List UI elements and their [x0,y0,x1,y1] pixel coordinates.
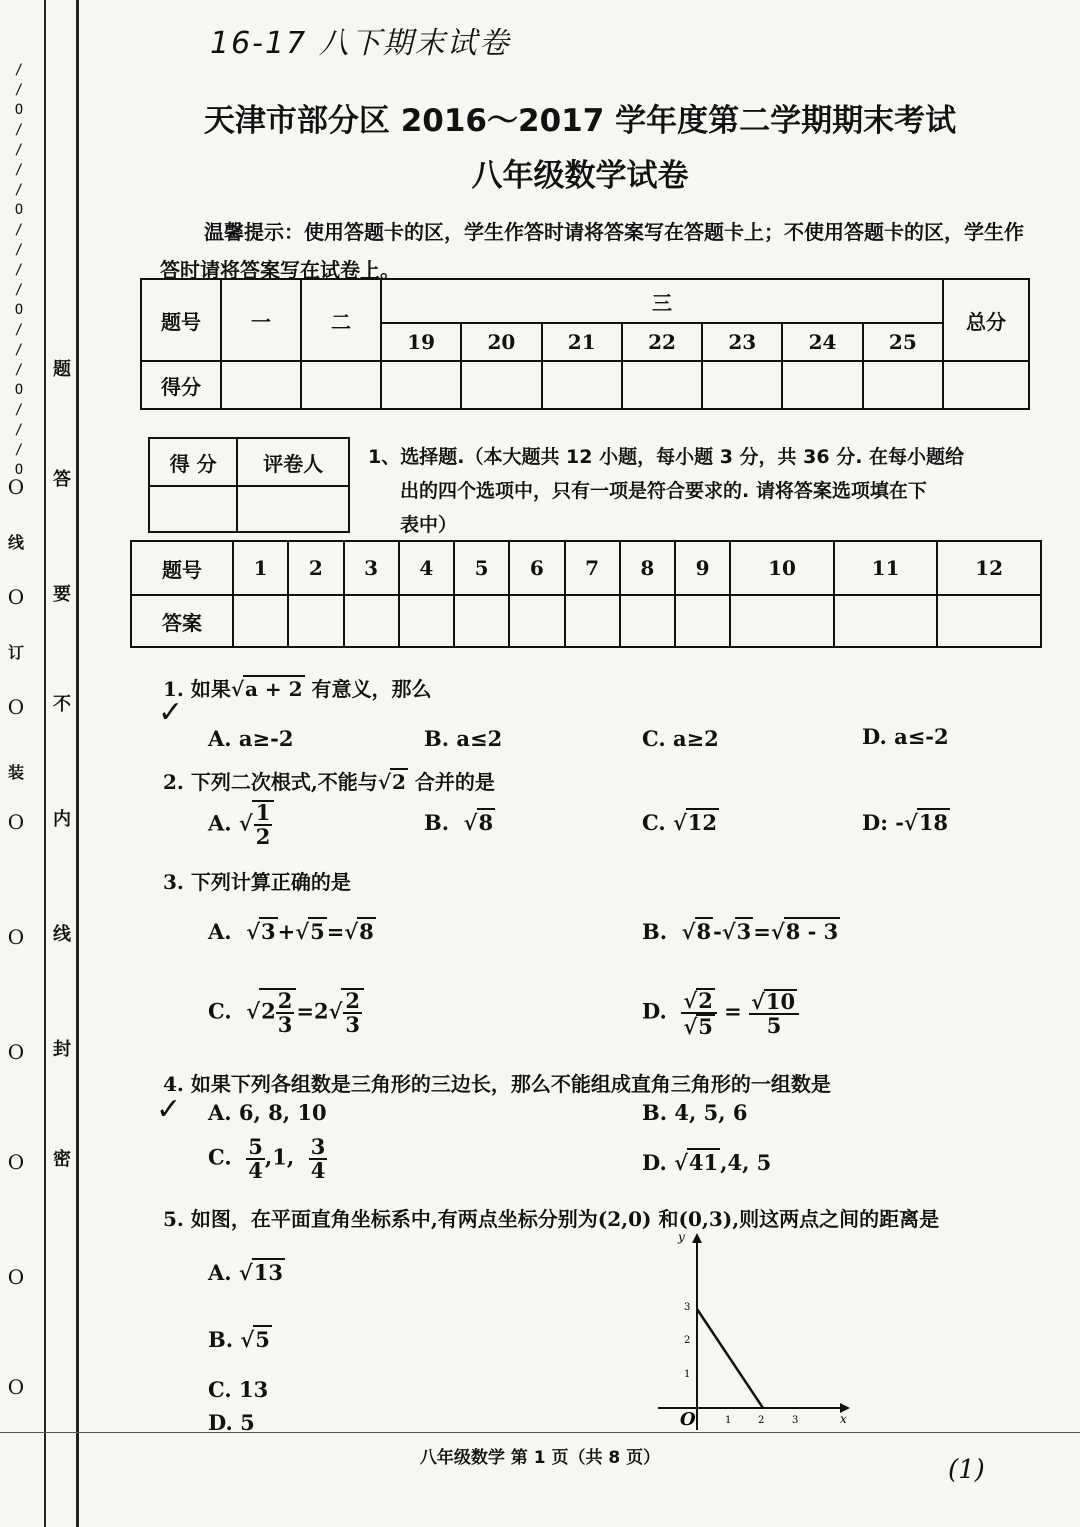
q3-option-d: D. $\frac{√2}{√5}$ = $\frac{√10}{5}$ [642,988,799,1038]
binding-mark-xian: 线 [7,533,24,552]
seal-char-feng: 封 [53,1039,71,1060]
question-1-stem: 1. 如果√a + 2 有意义，那么 [163,677,432,701]
question-4-stem: 4. 如果下列各组数是三角形的三边长，那么不能组成直角三角形的一组数是 [163,1072,831,1096]
seal-char-da: 答 [53,469,71,490]
seal-char-bu: 不 [53,694,71,715]
binding-circle: O [7,475,25,499]
binding-circle: O [7,925,25,949]
score-cell[interactable] [702,361,782,409]
grader-box [148,437,350,533]
answer-cell[interactable] [454,595,509,647]
q4-option-a: A. 6, 8, 10 [208,1100,327,1125]
q1-option-d: D. a≤-2 [862,724,949,749]
score-subcol: 25 [863,323,943,361]
answer-cell[interactable] [399,595,454,647]
answer-number: 5 [454,541,509,595]
page-footer: 八年级数学 第 1 页（共 8 页） [419,1448,661,1468]
answer-row-label: 答案 [131,595,233,647]
x-tick-label: 2 [758,1415,765,1426]
binding-circle: O [7,1265,25,1289]
score-table-label: 题号 [141,279,221,361]
score-col-2: 二 [301,279,381,361]
answer-cell[interactable] [675,595,730,647]
score-subcol: 23 [702,323,782,361]
score-subcol: 22 [622,323,702,361]
seal-char-ti: 题 [53,359,71,380]
q2-option-d: D: -√18 [862,810,949,835]
answer-number: 9 [675,541,730,595]
x-axis-label: x [840,1412,847,1426]
q5-option-a: A. √13 [208,1260,283,1285]
score-cell[interactable] [622,361,702,409]
binding-circle: O [7,1040,25,1064]
q4-option-b: B. 4, 5, 6 [642,1100,748,1125]
q1-option-b: B. a≤2 [424,726,503,751]
seal-char-xian: 线 [53,924,71,945]
answer-table-label: 题号 [131,541,233,595]
margin-line-right [76,0,79,1527]
seal-char-nei: 内 [53,809,71,830]
score-cell[interactable] [542,361,622,409]
answer-number: 12 [937,541,1041,595]
answer-number: 11 [834,541,938,595]
check-mark-icon: ✓ [156,1092,182,1127]
answer-cell[interactable] [509,595,564,647]
score-subcol: 19 [381,323,461,361]
binding-circle: O [7,695,25,719]
score-cell[interactable] [381,361,461,409]
footer-rule [0,1432,1080,1433]
answer-number: 8 [620,541,675,595]
answer-number: 10 [730,541,834,595]
q5-option-d: D. 5 [208,1410,255,1435]
binding-circle: O [7,810,25,834]
y-axis-arrow-icon [692,1233,702,1243]
answer-number: 1 [233,541,288,595]
q5-option-b: B. √5 [208,1327,270,1352]
answer-cell[interactable] [565,595,620,647]
score-cell[interactable] [943,361,1029,409]
radical: a + 2 [245,677,303,701]
section1-line: 1、选择题.（本大题共 12 小题，每小题 3 分，共 36 分. 在每小题给 [368,446,965,468]
answer-cell[interactable] [834,595,938,647]
q1-option-c: C. a≥2 [642,726,719,751]
answer-cell[interactable] [288,595,343,647]
q2-option-a: A. √ $\frac{1}{2}$ [208,800,274,848]
section1-instructions [368,440,1028,542]
q4-option-d: D. √41,4, 5 [642,1150,772,1175]
y-tick-label: 3 [684,1302,691,1313]
handwritten-note: 16-17 八下期末试卷 [210,26,511,61]
answer-number: 6 [509,541,564,595]
score-row-label: 得分 [141,361,221,409]
answer-cell[interactable] [233,595,288,647]
seal-char-mi: 密 [53,1149,71,1170]
exam-title: 天津市部分区 2016～2017 学年度第二学期期末考试 [203,103,957,139]
q4-option-c: C. $\frac{5}{4}$ ,1, $\frac{3}{4}$ [208,1134,326,1184]
answer-number: 7 [565,541,620,595]
score-col-1: 一 [221,279,301,361]
radical: 2 [391,770,406,794]
check-mark-icon: ✓ [158,695,184,730]
exam-subtitle: 八年级数学试卷 [471,158,689,194]
binding-mark-ding: 订 [7,643,24,662]
section1-line: 出的四个选项中，只有一项是符合要求的. 请将答案选项填在下 [400,480,927,502]
score-table [140,278,1030,410]
y-tick-label: 1 [684,1369,691,1380]
grader-name-label: 评卷人 [237,438,349,486]
q2-option-c: C. √12 [642,810,718,835]
score-col-3: 三 [381,279,943,323]
answer-table [130,540,1042,648]
page-mark: (1) [948,1455,985,1485]
margin-line-left [44,0,46,1527]
answer-cell[interactable] [620,595,675,647]
score-total: 总分 [943,279,1029,361]
coordinate-graph [640,1225,860,1440]
score-cell[interactable] [221,361,301,409]
question-5-stem: 5. 如图，在平面直角坐标系中,有两点坐标分别为(2,0) 和(0,3),则这两点之间的距离是 [163,1207,940,1231]
x-tick-label: 1 [725,1415,732,1426]
grader-score-label: 得 分 [149,438,237,486]
seal-char-yao: 要 [53,584,71,605]
binding-circle: O [7,1150,25,1174]
answer-cell[interactable] [730,595,834,647]
q3-option-c: C. √2 $\frac{2}{3}$ =2√ $\frac{2}{3}$ [208,988,364,1036]
binding-circle: O [7,585,25,609]
grader-score-cell[interactable] [149,486,237,532]
answer-number: 3 [344,541,399,595]
notice-text: 温馨提示：使用答题卡的区，学生作答时请将答案写在答题卡上；不使用答题卡的区，学生作答时请将答案写在试卷上。 [160,220,1024,282]
binding-dots: / / O / / / / O / / / / O / / / O / / / O [14,62,24,478]
y-axis-label: y [678,1230,685,1244]
question-2-stem: 2. 下列二次根式,不能与√2 合并的是 [163,770,495,794]
score-cell[interactable] [863,361,943,409]
binding-mark-zhuang: 装 [7,763,24,782]
origin-label: O [680,1409,696,1430]
answer-cell[interactable] [344,595,399,647]
score-cell[interactable] [301,361,381,409]
answer-number: 2 [288,541,343,595]
grader-name-cell[interactable] [237,486,349,532]
binding-circle: O [7,1375,25,1399]
score-subcol: 21 [542,323,622,361]
q2-option-b: B. √8 [424,810,494,835]
q1-option-a: A. a≥-2 [208,726,294,751]
q3-option-b: B. √8-√3=√8 - 3 [642,919,839,944]
answer-number: 4 [399,541,454,595]
segment-ab [697,1309,763,1408]
score-cell[interactable] [782,361,862,409]
answer-cell[interactable] [937,595,1041,647]
question-3-stem: 3. 下列计算正确的是 [163,870,351,894]
fraction: $\frac{1}{2}$ [255,800,271,850]
q5-option-c: C. 13 [208,1377,269,1402]
q3-option-a: A. √3+√5=√8 [208,919,374,944]
y-tick-label: 2 [684,1335,691,1346]
x-tick-label: 3 [792,1415,799,1426]
score-subcol: 24 [782,323,862,361]
score-cell[interactable] [461,361,541,409]
section1-line: 表中） [400,514,458,536]
score-subcol: 20 [461,323,541,361]
